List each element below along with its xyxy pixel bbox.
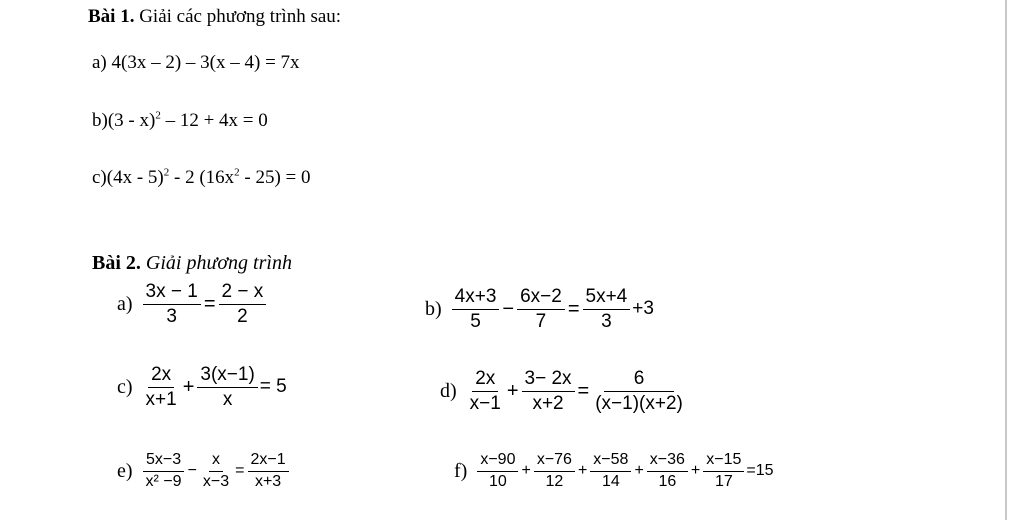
bai2-a-fraction-1 [143, 282, 201, 327]
bai2-e-f1-num: 5x−3 [143, 452, 184, 472]
bai2-a-f1-num: 3x − 1 [143, 282, 201, 305]
bai2-f-f1-den: 10 [489, 472, 507, 490]
bai2-b-fraction-3 [583, 287, 631, 332]
bai1-title-rest: Giải các phương trình sau: [134, 6, 342, 27]
bai2-f-f4-den: 16 [658, 472, 677, 490]
bai2-e-fraction-2 [200, 452, 232, 491]
bai2-f-op-3: + [634, 462, 644, 480]
bai2-d-equals: = [577, 379, 590, 402]
bai2-problem-a [117, 282, 268, 327]
bai2-title-bold: Bài 2. [92, 252, 141, 274]
bai2-b-f2-den: 7 [535, 310, 547, 332]
bai2-problem-b [425, 287, 654, 332]
bai2-e-fraction-1 [143, 452, 185, 491]
bai2-f-f3-den: 14 [601, 472, 620, 490]
bai2-d-fraction-3 [592, 369, 686, 414]
bai1-problem-c [92, 168, 311, 187]
bai2-d-label: d) [440, 379, 457, 402]
bai2-c-f1-num: 2x [148, 365, 174, 388]
bai2-b-label: b) [425, 297, 442, 320]
bai1-c-pre: (4x - 5) [106, 167, 164, 188]
bai1-b-exponent: 2 [155, 109, 161, 122]
bai2-d-f2-num: 3− 2x [522, 369, 575, 392]
bai2-e-equals: = [235, 462, 245, 480]
bai1-problem-a [92, 53, 300, 72]
bai2-d-op-1: + [506, 379, 519, 402]
bai2-f-fraction-5 [703, 452, 744, 491]
bai2-f-tail: =15 [746, 462, 774, 480]
bai2-f-fraction-1 [477, 452, 518, 491]
bai1-c-mid: - 2 (16x [169, 167, 235, 188]
bai2-f-f1-num: x−90 [477, 452, 518, 472]
bai2-a-f1-den: 3 [166, 305, 177, 327]
bai2-problem-c [117, 365, 287, 410]
bai2-e-f3-den: x+3 [254, 472, 282, 490]
bai2-a-equals: = [203, 292, 216, 315]
bai1-title-bold: Bài 1. [88, 6, 135, 27]
bai2-a-label: a) [117, 292, 133, 315]
bai1-b-post: – 12 + 4x = 0 [165, 110, 268, 131]
bai2-d-f3-num: 6 [604, 369, 675, 392]
bai2-f-op-2: + [577, 462, 588, 480]
bai2-f-label: f) [454, 459, 468, 482]
bai2-problem-e [117, 452, 291, 491]
bai2-c-f2-den: x [222, 388, 233, 410]
bai2-problem-f [454, 452, 774, 491]
bai2-f-fraction-3 [590, 452, 631, 491]
bai2-heading [92, 253, 292, 273]
bai2-e-f3-num: 2x−1 [248, 452, 289, 472]
bai1-a-label: a) [92, 52, 107, 73]
page-edge-divider [1005, 0, 1007, 520]
bai2-d-f1-den: x−1 [469, 392, 501, 414]
bai1-b-pre: (3 - x) [107, 110, 156, 131]
bai2-f-op-1: + [521, 462, 531, 480]
bai2-c-fraction-1 [143, 365, 180, 410]
bai2-f-f5-den: 17 [714, 472, 733, 490]
bai2-e-op-1: − [187, 462, 197, 480]
bai2-c-fraction-2 [197, 365, 257, 410]
bai2-b-fraction-1 [452, 287, 500, 332]
bai2-c-tail: = 5 [259, 376, 287, 398]
bai2-b-f1-den: 5 [470, 310, 481, 332]
bai2-e-f2-den: x−3 [202, 472, 230, 490]
bai1-a-expr: 4(3x – 2) – 3(x – 4) = 7x [111, 52, 300, 73]
bai2-c-f1-den: x+1 [145, 388, 177, 410]
bai2-b-equals: = [567, 297, 580, 320]
bai1-c-post: - 25) = 0 [239, 167, 311, 188]
bai2-b-fraction-2 [517, 287, 565, 332]
bai2-f-f3-num: x−58 [590, 452, 631, 472]
bai1-b-label: b) [92, 110, 108, 131]
bai2-problem-d [440, 369, 688, 414]
bai2-c-label: c) [117, 375, 133, 398]
bai1-c-exponent-1: 2 [163, 166, 170, 179]
bai2-b-op-1: − [502, 297, 515, 320]
bai2-c-op-1: + [182, 375, 195, 398]
bai2-f-fraction-2 [534, 452, 575, 491]
bai2-d-fraction-1 [467, 369, 504, 414]
bai2-a-f2-num: 2 − x [219, 282, 267, 305]
bai2-d-f3-den: (x−1)(x+2) [595, 392, 683, 414]
bai2-d-f1-num: 2x [472, 369, 498, 392]
bai2-b-f2-num: 6x−2 [517, 287, 565, 310]
bai2-f-f4-num: x−36 [647, 452, 688, 472]
bai2-e-fraction-3 [248, 452, 289, 491]
bai2-c-f2-num: 3(x−1) [197, 365, 257, 388]
bai1-heading [88, 7, 341, 26]
bai2-b-tail: +3 [632, 298, 654, 320]
bai2-b-f3-den: 3 [601, 310, 612, 332]
bai2-a-fraction-2 [219, 282, 267, 327]
bai2-title-rest: Giải phương trình [140, 252, 292, 274]
bai2-b-f3-num: 5x+4 [583, 287, 631, 310]
bai2-f-f2-den: 12 [545, 472, 564, 490]
bai2-e-f1-den: x² −9 [145, 472, 182, 490]
bai2-d-fraction-2 [522, 369, 575, 414]
bai2-e-label: e) [117, 459, 133, 482]
bai1-c-label: c) [92, 167, 107, 188]
bai2-f-f2-num: x−76 [534, 452, 575, 472]
bai2-a-f2-den: 2 [237, 305, 248, 327]
bai2-f-fraction-4 [647, 452, 688, 491]
bai1-c-exponent-2: 2 [234, 166, 240, 179]
bai2-f-f5-num: x−15 [703, 452, 744, 472]
bai1-problem-b [92, 111, 268, 130]
bai2-d-f2-den: x+2 [532, 392, 564, 414]
bai2-b-f1-num: 4x+3 [452, 287, 500, 310]
bai2-e-f2-num: x [209, 452, 223, 472]
bai2-f-op-4: + [690, 462, 701, 480]
